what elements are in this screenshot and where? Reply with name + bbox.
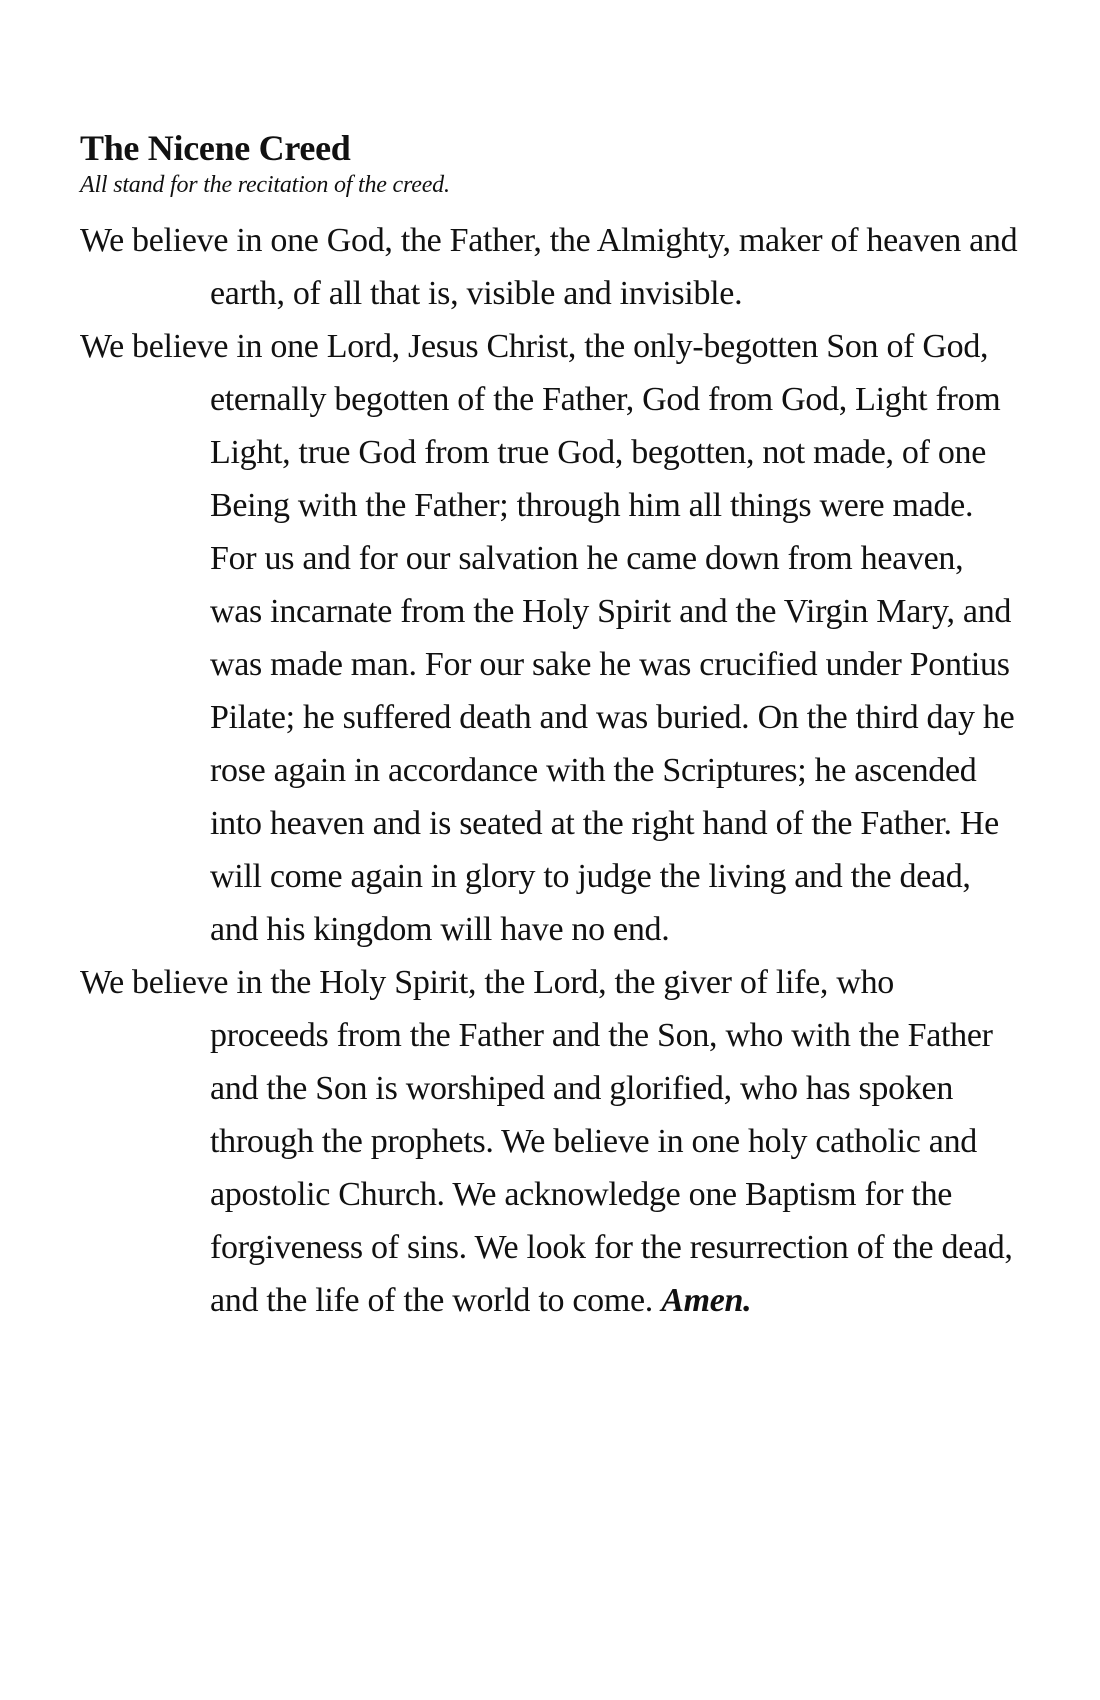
rubric-instruction: All stand for the recitation of the creed. (80, 172, 450, 198)
paragraph-text: We believe in the Holy Spirit, the Lord, the giver of life, who proceeds from the Father and the Son, who with the Father and the Son is worshiped and glorified, who has spoken through the prophets. We believe in one holy catholic and apostolic Church. We acknowledge one Baptism for the forgiveness of sins. We look for the resurrection of the dead, and the life of the world to come. (80, 964, 1013, 1319)
paragraph-text: We believe in one Lord, Jesus Christ, the only-begotten Son of God, eternally begotten of the Father, God from God, Light from Light, true God from true God, begotten, not made, of one Being with the Father; through him all things were made. For us and for our salvation he came down from heaven, was incarnate from the Holy Spirit and the Virgin Mary, and was made man. For our sake he was crucified under Pontius Pilate; he suffered death and was buried. On the third day he rose again in accordance with the Scriptures; he ascended into heaven and is seated at the right hand of the Father. He will come again in glory to judge the living and the dead, and his kingdom will have no end. (80, 328, 1015, 948)
creed-paragraph-spirit (80, 956, 1020, 1327)
amen-closing: Amen. (661, 1282, 752, 1319)
page-title: The Nicene Creed (80, 128, 351, 168)
creed-paragraph-son (80, 320, 1020, 956)
paragraph-text: We believe in one God, the Father, the Almighty, maker of heaven and earth, of all that is, visible and invisible. (80, 222, 1018, 312)
creed-page (80, 126, 1020, 1327)
creed-paragraph-father (80, 214, 1020, 320)
